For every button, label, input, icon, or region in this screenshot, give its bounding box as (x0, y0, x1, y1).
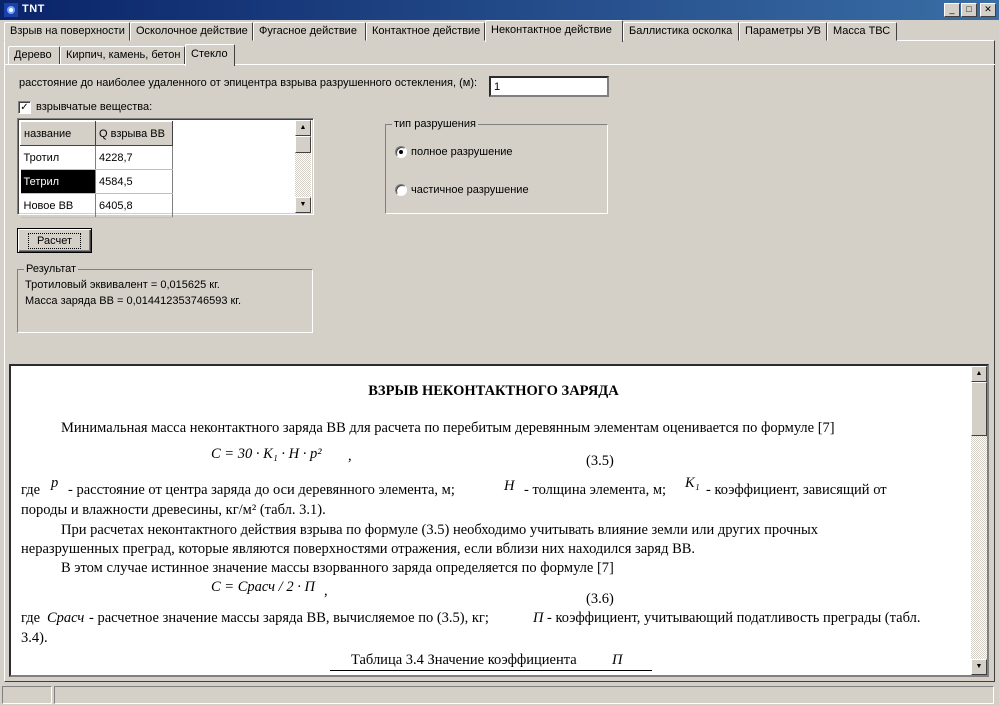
formula-3-6: C = Cрасч / 2 · П (211, 579, 315, 595)
paragraph: неразрушенных преград, которые являются поверхностями отражения, если вблизи них находился заряд ВВ. (21, 541, 696, 557)
tab-wood[interactable]: Дерево (8, 46, 60, 65)
paragraph-prefix: где (21, 610, 41, 626)
formula-3-5: C = 30 · K₁ · H · p² (211, 446, 322, 462)
full-damage-label[interactable]: полное разрушение (411, 146, 513, 158)
table-caption: Таблица 3.4 Значение коэффициента (351, 652, 577, 668)
formula-tail: , (324, 583, 328, 599)
formula-number: (3.5) (586, 453, 614, 469)
paragraph: породы и влажности древесины, кг/м² (табл. 3.1). (21, 502, 326, 518)
paragraph: В этом случае истинное значение массы взорванного заряда определяется по формуле [7] (61, 560, 614, 576)
formula-tail: , (348, 448, 352, 464)
table-row[interactable] (21, 146, 173, 170)
tab-shockwave-params[interactable]: Параметры УВ (739, 22, 827, 41)
paragraph: 3.4). (21, 630, 48, 646)
document-viewer[interactable] (9, 364, 989, 677)
close-button[interactable]: ✕ (980, 3, 996, 17)
paragraph: - коэффициент, учитывающий податливость преграды (табл. (547, 610, 921, 626)
tab-surface-blast[interactable]: Взрыв на поверхности (4, 22, 130, 41)
full-damage-radio[interactable] (395, 146, 407, 158)
window-title: TNT (22, 3, 45, 15)
table-row[interactable] (21, 194, 173, 218)
grid-scrollbar[interactable] (295, 120, 311, 213)
explosive-q[interactable]: 4584,5 (96, 170, 173, 194)
distance-label: расстояние до наиболее удаленного от эпицентра взрыва разрушенного остекления, (м): (19, 77, 478, 89)
explosives-grid[interactable] (17, 118, 314, 215)
tab-fragmentation[interactable]: Осколочное действие (130, 22, 253, 41)
tab-fragment-ballistics[interactable]: Баллистика осколка (623, 22, 739, 41)
tab-fuel-air-mass[interactable]: Масса ТВС (827, 22, 897, 41)
partial-damage-radio[interactable] (395, 184, 407, 196)
scroll-down-icon[interactable]: ▼ (971, 659, 987, 675)
tab-glass[interactable]: Стекло (185, 44, 235, 66)
explosives-label: взрывчатые вещества: (36, 101, 153, 113)
var-k1: K₁ (685, 475, 700, 491)
scroll-thumb[interactable] (971, 382, 987, 436)
table-row[interactable] (21, 170, 173, 194)
paragraph: - расстояние от центра заряда до оси деревянного элемента, м; (68, 482, 455, 498)
scroll-up-icon[interactable]: ▲ (971, 366, 987, 382)
document-title: ВЗРЫВ НЕКОНТАКТНОГО ЗАРЯДА (368, 383, 619, 399)
result-legend: Результат (26, 263, 77, 275)
explosive-name[interactable]: Тетрил (21, 170, 96, 194)
app-icon (3, 2, 19, 18)
maximize-button[interactable]: □ (961, 3, 977, 17)
document-scrollbar[interactable] (971, 366, 987, 675)
tnt-equivalent-text: Тротиловый эквивалент = 0,015625 кг. (25, 279, 220, 291)
distance-input[interactable] (489, 76, 609, 97)
table-caption-var: П (612, 652, 623, 668)
damage-type-legend: тип разрушения (394, 118, 476, 130)
scroll-down-icon[interactable]: ▼ (295, 197, 311, 213)
minimize-button[interactable]: _ (944, 3, 960, 17)
var-p: p (51, 475, 59, 491)
var-c-calc: Cрасч (47, 610, 85, 626)
damage-type-group (385, 118, 608, 214)
partial-damage-label[interactable]: частичное разрушение (411, 184, 529, 196)
paragraph: - коэффициент, зависящий от (706, 482, 887, 498)
paragraph-prefix: где (21, 482, 41, 498)
explosive-q[interactable]: 6405,8 (96, 194, 173, 218)
tab-noncontact[interactable]: Неконтактное действие (485, 20, 623, 42)
calculate-button[interactable]: Расчет (17, 228, 92, 253)
status-panel (54, 686, 994, 704)
paragraph: - расчетное значение массы заряда ВВ, вычисляемое по (3.5), кг; (89, 610, 489, 626)
paragraph: При расчетах неконтактного действия взрыва по формуле (3.5) необходимо учитывать влияние земли или других прочных (61, 522, 819, 538)
column-header-name[interactable]: название (21, 122, 96, 146)
column-header-q[interactable]: Q взрыва ВВ (96, 122, 173, 146)
charge-mass-text: Масса заряда ВВ = 0,014412353746593 кг. (25, 295, 242, 307)
explosive-name[interactable]: Новое ВВ (21, 194, 96, 218)
scroll-up-icon[interactable]: ▲ (295, 120, 311, 136)
tab-brick-stone-concrete[interactable]: Кирпич, камень, бетон (60, 46, 185, 65)
title-bar (0, 0, 999, 20)
formula-number: (3.6) (586, 591, 614, 607)
tab-contact[interactable]: Контактное действие (366, 22, 485, 41)
paragraph: - толщина элемента, м; (524, 482, 667, 498)
explosive-name[interactable]: Тротил (21, 146, 96, 170)
paragraph: Минимальная масса неконтактного заряда ВВ для расчета по перебитым деревянным элементам оценивается по формуле [7] (61, 420, 835, 436)
tab-high-explosive[interactable]: Фугасное действие (253, 22, 366, 41)
table-top-border (330, 670, 652, 671)
scroll-thumb[interactable] (295, 136, 311, 153)
explosive-q[interactable]: 4228,7 (96, 146, 173, 170)
var-h: H (504, 478, 515, 494)
status-bar (0, 684, 999, 706)
var-p-coef: П (533, 610, 544, 626)
explosives-checkbox[interactable]: ✓ (18, 101, 31, 114)
status-panel (2, 686, 52, 704)
